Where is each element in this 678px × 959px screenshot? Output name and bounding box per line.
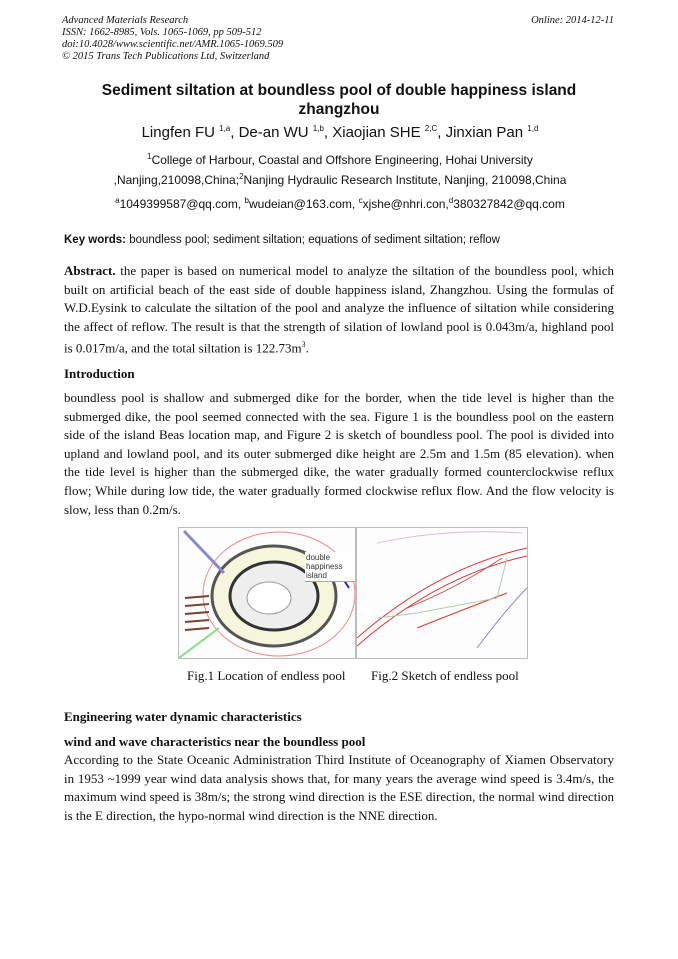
intro-heading: Introduction xyxy=(64,366,135,381)
section-heading: Engineering water dynamic characteristics xyxy=(64,709,302,724)
abstract-text: the paper is based on numerical model to analyze the siltation of the boundless pool, which built on artificial beach of the east side of double happiness island, Zhangzhou. Using the formulas of W.D.Eysink to calculate the siltation of the pool and analyze the influence of siltation while considering the affect of reflow. The result is that the strength of silation of lowland pool is 0.043m/a, highland pool is 0.017m/a, and the total siltation is 122.73m xyxy=(64,263,614,356)
author: Lingfen FU xyxy=(141,124,220,141)
abstract-label: Abstract. xyxy=(64,263,116,278)
authors xyxy=(40,124,640,141)
aff-sup: 2 xyxy=(239,172,244,181)
affiliation-line-2 xyxy=(40,172,640,187)
author: , Jinxian Pan xyxy=(437,124,528,141)
email[interactable]: xjshe@nhri.con, xyxy=(362,197,449,211)
affiliation-line-1 xyxy=(40,152,640,167)
email[interactable]: wudeian@163.com, xyxy=(248,197,359,211)
keywords-text: boundless pool; sediment siltation; equations of sediment siltation; reflow xyxy=(126,234,500,246)
aff-text: ,Nanjing,210098,China; xyxy=(113,173,240,187)
figure-1-caption: Fig.1 Location of endless pool xyxy=(187,668,346,683)
copyright: © 2015 Trans Tech Publications Ltd, Switzerland xyxy=(62,51,270,62)
abstract xyxy=(64,262,614,358)
keywords xyxy=(64,234,500,246)
online-date: Online: 2014-12-11 xyxy=(531,15,614,26)
abstract-sup: 3 xyxy=(301,340,306,350)
sketch-image xyxy=(357,528,527,658)
issn: ISSN: 1662-8985, Vols. 1065-1069, pp 509-512 xyxy=(62,27,262,38)
email-sup: b xyxy=(244,196,249,205)
author-sup: 1,b xyxy=(312,124,324,133)
subsection-heading: wind and wave characteristics near the boundless pool xyxy=(64,734,366,749)
aff-text: College of Harbour, Coastal and Offshore Engineering, Hohai University xyxy=(151,153,533,167)
aff-sup: 1 xyxy=(147,152,152,161)
email[interactable]: 1049399587@qq.com, xyxy=(119,197,245,211)
email-sup: c xyxy=(358,196,363,205)
figure-2-caption: Fig.2 Sketch of endless pool xyxy=(371,668,519,683)
paper-title: Sediment siltation at boundless pool of double happiness island zhangzhou xyxy=(101,82,577,118)
map-label: double happiness island xyxy=(305,552,355,582)
author: , Xiaojian SHE xyxy=(323,124,425,141)
email-sup: a xyxy=(115,196,120,205)
email[interactable]: 380327842@qq.com xyxy=(453,197,565,211)
section-text: According to the State Oceanic Administration Third Institute of Oceanography of Xiamen Observatory in 1953 ~1999 year wind data analysis shows that, for many years the average wind speed is 3.4m/s, the maximum wind speed is 38m/s; the strong wind direction is the ESE direction, the normal wind direction is the E direction, the hypo-normal wind direction is the NNE direction. xyxy=(64,752,614,823)
email-sup: d xyxy=(448,196,454,205)
author-sup: 2,C xyxy=(424,124,438,133)
keywords-label: Key words: xyxy=(64,234,126,246)
author-sup: 1,d xyxy=(527,124,539,133)
aff-text: Nanjing Hydraulic Research Institute, Nanjing, 210098,China xyxy=(243,173,567,187)
author-sup: 1,a xyxy=(219,124,231,133)
location-map-image xyxy=(179,528,355,658)
abstract-end: . xyxy=(305,340,309,356)
doi: doi:10.4028/www.scientific.net/AMR.1065-1069.509 xyxy=(62,39,284,50)
author: , De-an WU xyxy=(230,124,313,141)
journal-header xyxy=(62,15,283,63)
intro-text: boundless pool is shallow and submerged dike for the border, when the tide level is higher than the submerged dike, the pool seemed connected with the sea. Figure 1 is the boundless pool on the eastern side of the island Beas location map, and Figure 2 is sketch of boundless pool. The pool is divided into upland and lowland pool, and its outer submerged dike height are 2.5m and 1.5m (85 elevation). when the tide level is higher than the submerged dike, the water gradually formed counterclockwise reflux flow; While during low tide, the water gradually formed clockwise reflux flow. And the flow velocity is slow, less than 0.2m/s. xyxy=(64,390,614,517)
journal-name: Advanced Materials Research xyxy=(62,15,189,26)
emails xyxy=(40,196,640,211)
figure-2-sketch xyxy=(356,527,528,659)
figure-1-map xyxy=(178,527,356,659)
